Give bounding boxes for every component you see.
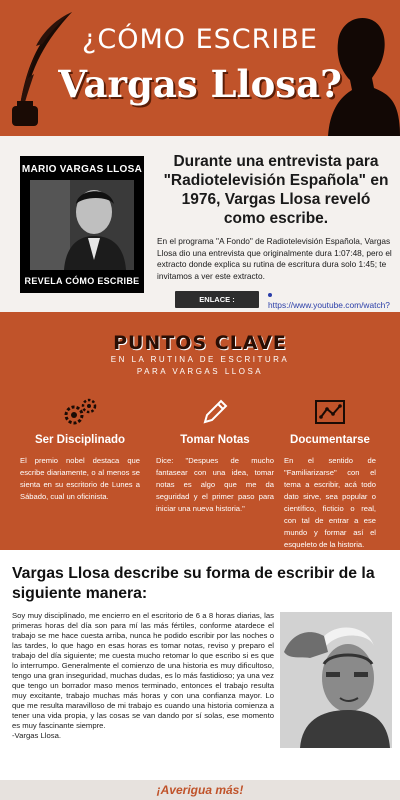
describe-quote [12, 611, 274, 741]
punto-3-text: En el sentido de "Familiarizarse" con el tema a escribir, acá todo dato sirve, sea popular o científico, ficticio o real, con tal de entrar a ese mundo y formar así el esqueleto de la historia. [284, 456, 376, 549]
gears-icon [60, 397, 100, 427]
chart-icon [313, 397, 347, 427]
header-banner [0, 0, 400, 136]
puntos-clave-subtitle [0, 354, 400, 378]
puntos-subtitle-line-1: EN LA RUTINA DE ESCRITURA [110, 355, 290, 364]
quote-text: Soy muy disciplinado, me encierro en el escritorio de 6 a 8 horas diarias, las primeras horas del día son para mí las más fértiles, conforme atardece el trabajo se me hace cuesta arriba, nunca he podido escribir por las noches o las tardes, lo que hago en esas horas es tomar notas, reviso y preparo el trabajo del día siguiente; me cuesta mucho retomar lo que escribo si es que lo interrumpo. Generalmente el comienzo de una historia es muy dificultoso, tengo una gran inseguridad, muchas dudas, es lo más fastidioso; ya una vez que tengo un borrador maso menos terminado, entonces el trabajo resulta muy excitante, trabajo muchas más horas y con una confianza mayor. Lo que me resulta maravilloso de mi trabajo es cuando una historia comienza a tener una vida propia, y las cosas se van dando por sí solas, ese momento es muy fascinante siempre. [12, 611, 274, 730]
punto-notas [156, 397, 274, 515]
interview-photo [20, 156, 144, 293]
intro-section [0, 136, 400, 308]
intro-headline: Durante una entrevista para "Radiotelevisión Española" en 1976, Vargas Llosa reveló como escribe. [163, 153, 389, 227]
averigua-mas-link[interactable]: ¡Averigua más! [156, 783, 244, 797]
describe-section [0, 550, 400, 780]
bullet-icon [268, 293, 272, 297]
header-line-1: ¿CÓMO ESCRIBE [82, 24, 318, 55]
punto-1-title: Ser Disciplinado [34, 434, 126, 446]
puntos-clave-section [0, 312, 400, 550]
punto-disciplinado [20, 397, 140, 503]
pencil-icon [200, 397, 230, 427]
punto-1-text: El premio nobel destaca que escribe diariamente, o al menos se sienta en su escritorio de Lunes a Sábado, cual un oficinista. [20, 456, 140, 501]
punto-3-title: Documentarse [290, 434, 370, 446]
photo-caption-top: MARIO VARGAS LLOSA [21, 164, 143, 175]
enlace-label: ENLACE : [175, 291, 259, 308]
video-link-text[interactable]: https://www.youtube.com/watch? [268, 300, 390, 310]
punto-2-text: Dice: "Despues de mucho fantasear con una idea, tomar notas es algo que me da seguridad y el primer paso para iniciar una nueva historia." [156, 456, 274, 513]
punto-documentarse [284, 397, 376, 551]
describe-title: Vargas Llosa describe su forma de escribir de la siguiente manera: [12, 565, 375, 602]
author-photo [280, 612, 392, 748]
photo-caption-bottom: REVELA CÓMO ESCRIBE [24, 276, 140, 286]
header-line-2: Vargas Llosa? [58, 62, 342, 106]
punto-2-title: Tomar Notas [180, 434, 250, 446]
author-portrait [280, 612, 392, 748]
puntos-clave-title: PUNTOS CLAVE [113, 332, 287, 354]
interview-portrait [30, 180, 134, 270]
intro-blurb: En el programa "A Fondo" de Radiotelevisión Española, Vargas Llosa dio una entrevista que originalmente dura 1:07:48, pero el extracto donde explica su rutina de escritura dura solo 1:45; te invitamos a ver este extracto. [157, 236, 392, 281]
puntos-subtitle-line-2: PARA VARGAS LLOSA [136, 367, 264, 376]
quote-signature: -Vargas Llosa. [12, 731, 61, 740]
footer-cta[interactable] [0, 780, 400, 800]
